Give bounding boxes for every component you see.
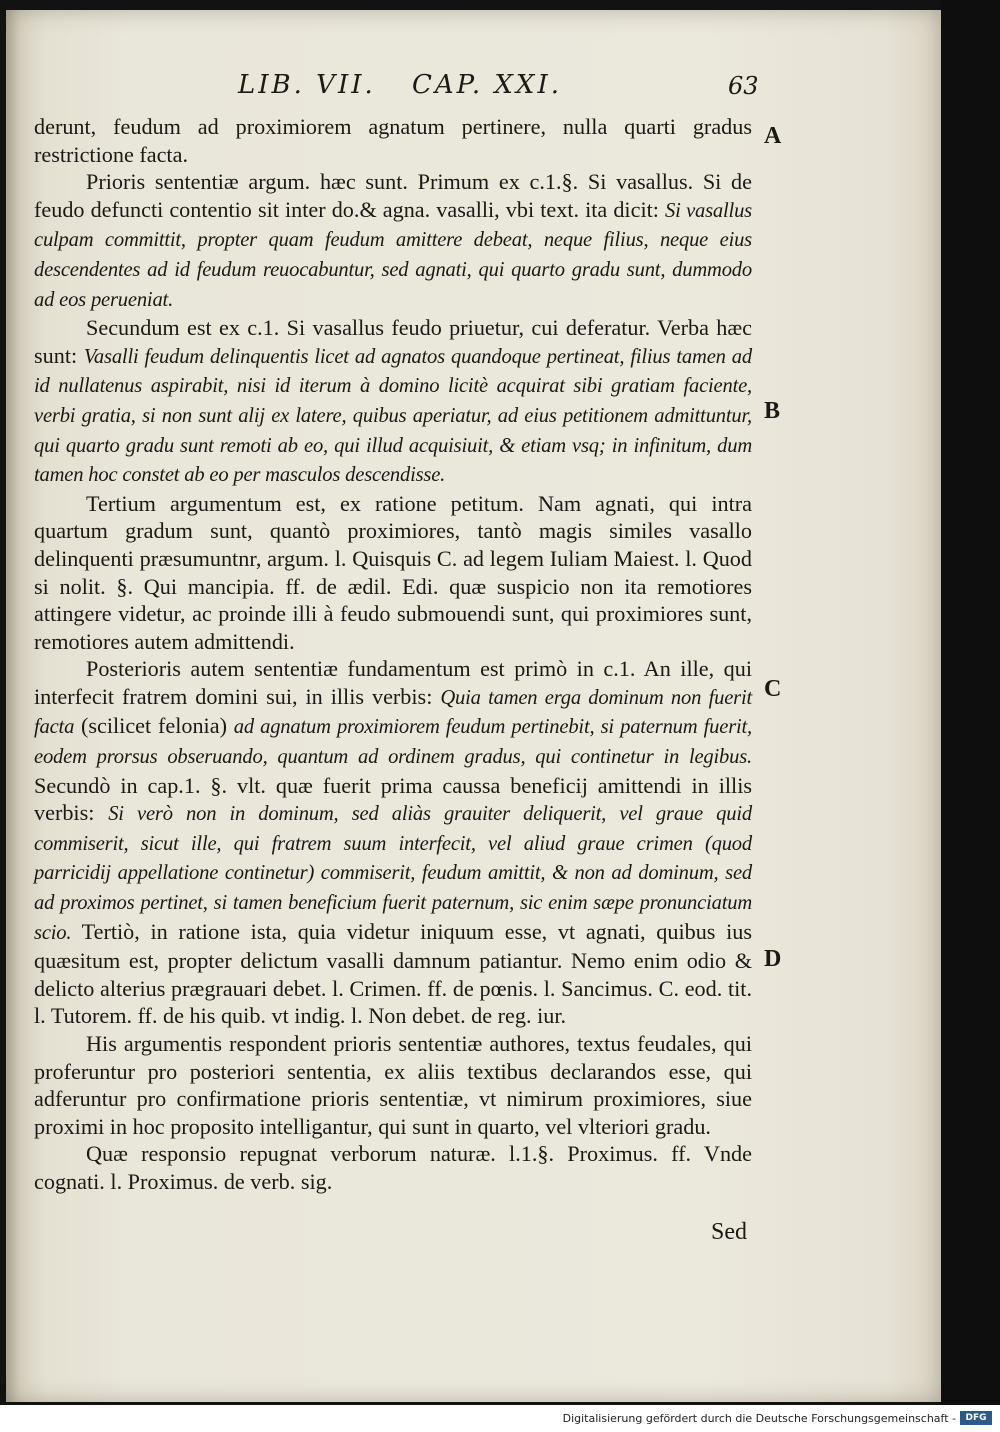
paragraph-3 <box>34 314 752 490</box>
margin-letter-b: B <box>764 398 781 424</box>
paragraph-4 <box>34 490 752 656</box>
paragraph-5-text-e: Secundò in cap.1. §. vlt. quæ fuerit prima caussa beneficij amittendi in illis verbis: <box>34 772 752 826</box>
paragraph-3-quote: Vasalli feudum delinquentis licet ad agnatos quandoque pertineat, filius tamen ad id nullatenus aspirabit, nisi id iterum à domino licitè acquirat sibi gratiam faciente, verbi gratia, si non sunt alij ex latere, quibus aperiatur, ad eius petitionem admittuntur, qui quarto gradu sunt remoti ab eo, qui illud acquisiuit, & etiam vsq; in infinitum, dum tamen hoc constet ab eo per masculos descendisse. <box>34 345 752 487</box>
paragraph-5-quote-d: ad agnatum proximiorem feudum pertinebit, si paternum fuerit, eodem prorsus obseruando, quantum ad ordinem gradus, qui continetur in legibus. <box>34 716 752 769</box>
paragraph-2-quote: Si vasallus culpam committit, propter quam feudum amittere debeat, neque filius, neque eius descendentes ad id feudum reuocabuntur, sed agnati, qui quarto gradu sunt, dummodo ad eos perueniat. <box>34 199 752 311</box>
funding-credit: Digitalisierung gefördert durch die Deutsche Forschungsgemeinschaft - <box>562 1412 956 1425</box>
page-number: 63 <box>728 72 759 100</box>
paragraph-1-text: derunt, feudum ad proximiorem agnatum pertinere, nulla quarti gradus restrictione facta. <box>34 114 752 167</box>
footer-bar <box>0 1405 1000 1432</box>
paragraph-5-quote-b: Quia tamen erga dominum non fuerit facta <box>34 686 752 739</box>
paragraph-5-text-a: Posterioris autem sententiæ fundamentum est primò in c.1. An ille, qui interfecit fratrem domini sui, in illis verbis: <box>34 656 752 709</box>
paragraph-6 <box>34 1030 752 1140</box>
paragraph-5-text-g: Tertiò, in ratione ista, quia videtur iniquum esse, vt agnati, quibus ius quæsitum est, propter delictum vasalli damnum patiantur. Nemo enim odio & delicto alterius prægrauari debet. l. Crimen. ff. de pœnis. l. Sancimus. C. eod. tit. l. Tutorem. ff. de his quib. vt indig. l. Non debet. de reg. iur. <box>34 918 752 1029</box>
paragraph-2-text: Prioris sententiæ argum. hæc sunt. Primum ex c.1.§. Si vasallus. Si de feudo defuncti contentio sit inter do.& agna. vasalli, vbi text. ita dicit: <box>34 169 752 222</box>
paragraph-1 <box>34 113 752 168</box>
paragraph-2 <box>34 168 752 314</box>
paragraph-5-text-c: (scilicet felonia) <box>74 713 234 739</box>
header-lib: LIB. VII. <box>238 70 376 100</box>
scan-edge-strip <box>941 0 1000 1405</box>
running-header <box>238 70 758 106</box>
paragraph-3-text: Secundum est ex c.1. Si vasallus feudo priuetur, cui deferatur. Verba hæc sunt: <box>34 315 752 368</box>
paragraph-4-text: Tertium argumentum est, ex ratione petitum. Nam agnati, qui intra quartum gradum sunt, quantò proximiores, tantò magis similes vasallo delinquenti præsumuntnr, argum. l. Quisquis C. ad legem Iuliam Maiest. l. Quod si nolit. §. Qui mancipia. ff. de ædil. Edi. quæ suspicio non ita remotiores attingere videtur, ac proinde illi à feudo submouendi sunt, qui proximiores sunt, remotiores autem admittendi. <box>34 490 752 654</box>
paragraph-7 <box>34 1140 752 1195</box>
margin-letter-d: D <box>764 946 782 972</box>
catchword: Sed <box>711 1219 747 1245</box>
margin-letter-a: A <box>764 123 782 149</box>
main-text <box>34 113 752 1196</box>
paragraph-5 <box>34 655 752 1030</box>
paragraph-7-text: Quæ responsio repugnat verborum naturæ. l.1.§. Proximus. ff. Vnde cognati. l. Proximus. de verb. sig. <box>34 1141 752 1194</box>
paragraph-5-quote-f: Si verò non in dominum, sed aliàs grauiter deliquerit, vel graue quid commiserit, sicut ille, qui fratrem suum interfecit, vel aliud graue crimen (quod parricidij appellatione continetur) commiserit, feudum amittit, & non ad dominum, sed ad proximos pertinet, si tamen beneficium fuerit paternum, sic enim sæpe pronunciatum scio. <box>34 803 752 944</box>
header-cap: CAP. XXI. <box>412 70 562 100</box>
margin-letter-c: C <box>764 676 782 702</box>
paragraph-6-text: His argumentis respondent prioris sententiæ authores, textus feudales, qui proferuntur pro posteriori sententia, ex aliis textibus declarandos esse, qui adferuntur pro confirmatione prioris sententiæ, vt nimirum proximiores, siue proximi in hoc proposito intelligantur, qui sunt in quarto, vel vlteriori gradu. <box>34 1031 752 1139</box>
dfg-logo-icon: DFG <box>960 1411 992 1425</box>
